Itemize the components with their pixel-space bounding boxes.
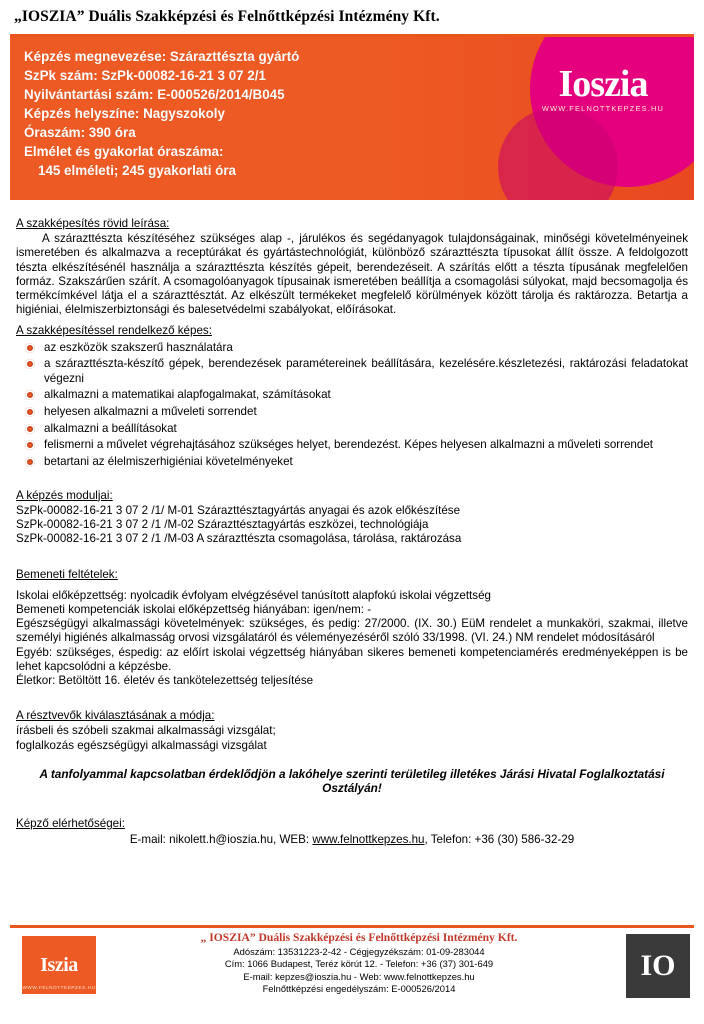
footer-logo-letter-i: I [40, 953, 48, 976]
szpk-number-line: SzPk szám: SzPk-00082-16-21 3 07 2/1 [24, 68, 266, 83]
entry-line: Iskolai előképzettség: nyolcadik évfolyam elvégzésével tanúsított alapfokú iskolai végzettség [16, 588, 491, 602]
list-item [16, 422, 688, 436]
location-line: Képzés helyszíne: Nagyszokoly [24, 106, 225, 121]
footer-logo-subtext: WWW.FELNOTTKEPZES.HU [22, 985, 96, 990]
website-link[interactable]: www.felnottkepzes.hu [312, 833, 425, 847]
contact-email-text: E-mail: nikolett.h@ioszia.hu, WEB: [129, 833, 313, 847]
contact-line [16, 833, 688, 847]
skill-text: az eszközök szakszerű használatára [44, 340, 233, 354]
bullet-ring-icon [25, 390, 35, 400]
footer-line: E-mail: kepzes@ioszia.hu - Web: www.felnottkepzes.hu [243, 970, 475, 982]
ioszia-logo [528, 65, 678, 113]
bullet-ring-icon [25, 343, 35, 353]
skills-list [16, 341, 688, 470]
footer-line: Adószám: 13531223-2-42 - Cégjegyzékszám: 01-09-283044 [233, 946, 485, 958]
footer-line: Cím: 1066 Budapest, Teréz körút 12. - Telefon: +36 (37) 301-649 [224, 958, 494, 970]
selection-label: A résztvevők kiválasztásának a módja: [16, 709, 215, 723]
bullet-ring-icon [25, 457, 35, 467]
skill-text: betartani az élelmiszerhigiéniai követelményeket [44, 455, 293, 469]
footer-logo-letter-rest: szia [47, 953, 78, 976]
list-item [16, 438, 688, 452]
description-paragraph: A szárazttészta készítéséhez szükséges alap -, járulékos és segédanyagok tulajdonságainak, minőségi követelményeinek ismeretében és alkalmazva a receptúrákat és gyártástechnológiát, különböző szárazttészta típusokat állít össze. A feldolgozott tészta elkészítésénél használja a szárazttészta készítés gépeit, berendezéseit. A szárítás előtt a tészta típusának megfelelően formáz. Szakszárűen szárít. A csomagolóanyagok típusainak ismeretében beállítja a csomagolási súlyokat, majd becsomagolja és termékcímkével látja el a szárazttésztát. Az elkészült termékeket megfelelő körülmények között tárolja és raktározza. Betartja a higiéniai, élelmiszerbiztonsági és balesetvédelmi szabályokat, előírásokat. [16, 232, 688, 317]
footer-logo [22, 936, 96, 994]
theory-practice-label: Elmélet és gyakorlat óraszáma: [24, 144, 224, 159]
list-item [16, 357, 688, 385]
selection-line: foglalkozás egészségügyi alkalmassági vizsgálat [16, 738, 267, 752]
document-footer [0, 928, 704, 1024]
bullet-ring-icon [25, 407, 35, 417]
logo-subtext: WWW.FELNOTTKEPZES.HU [541, 104, 665, 113]
list-item [16, 341, 688, 355]
hours-line: Óraszám: 390 óra [24, 125, 136, 140]
entry-line: Bemeneti kompetenciák iskolai előképzettség hiányában: igen/nem: - [16, 602, 372, 616]
bullet-ring-icon [25, 440, 35, 450]
registration-number-line: Nyilvántartási szám: E-000526/2014/B045 [24, 87, 285, 102]
contact-label: Képző elérhetőségei: [16, 816, 125, 830]
footer-title: „ IOSZIA” Duális Szakképzési és Felnőttképzési Intézmény Kft. [200, 931, 518, 944]
footer-company-info [104, 932, 614, 995]
entry-line: Egészségügyi alkalmassági követelmények: szükséges, és pedig: 27/2000. (IX. 30.) EüM rendelet a munkaköri, szakmai, illetve személyi higiénés alkalmasság orvosi vizsgálatáról és véleményezéséről szóló 33/1998. (VI. 24.) NM rendelet módosításáról [16, 617, 688, 645]
module-line: SzPk-00082-16-21 3 07 2 /1 /M-03 A szárazttészta csomagolása, tárolása, raktározása [16, 532, 462, 546]
document-header [0, 0, 704, 30]
document-body [0, 200, 704, 847]
module-line: SzPk-00082-16-21 3 07 2 /1/ M-01 Szárazttésztagyártás anyagai és azok előkészítése [16, 503, 461, 517]
theory-practice-hours: 145 elméleti; 245 gyakorlati óra [38, 163, 236, 178]
spacer [16, 796, 688, 810]
bullet-ring-icon [25, 424, 35, 434]
skill-text: felismerni a művelet végrehajtásához szükséges helyet, berendezést. Képes helyesen alkalmazni a műveleti sorrendet [44, 438, 654, 452]
list-item [16, 405, 688, 419]
spacer [16, 753, 688, 767]
modules-label: A képzés moduljai: [16, 488, 113, 502]
entry-line: Egyéb: szükséges, éspedig: az előírt iskolai végzettség hiányában sikeres bemeneti kompetenciamérés eredményeképpen is be lehet kapcsolódni a képzésbe. [16, 645, 688, 673]
footer-line: Felnőttképzési engedélyszám: E-000526/2014 [262, 982, 456, 994]
description-label: A szakképesítés rövid leírása: [16, 217, 170, 230]
entry-requirements-label: Bemeneti feltételek: [16, 567, 118, 581]
contact-phone-text: , Telefon: +36 (30) 586-32-29 [424, 833, 575, 847]
entry-line: Életkor: Betöltött 16. életév és tankötelezettség teljesítése [16, 673, 314, 687]
io-mark-icon: IO [626, 934, 690, 998]
course-name-line: Képzés megnevezése: Szárazttészta gyártó [24, 49, 300, 64]
list-item [16, 455, 688, 469]
list-item [16, 388, 688, 402]
logo-letter-rest: oszia [572, 63, 648, 105]
notice-text: A tanfolyammal kapcsolatban érdeklődjön a lakóhelye szerinti területileg illetékes Járási Hivatal Foglalkoztatási Osztályán! [39, 766, 665, 796]
selection-line: írásbeli és szóbeli szakmai alkalmassági vizsgálat; [16, 724, 276, 738]
logo-wordmark [528, 65, 678, 103]
spacer [16, 472, 688, 482]
skills-label: A szakképesítéssel rendelkező képes: [16, 324, 212, 338]
skill-text: helyesen alkalmazni a műveleti sorrendet [44, 404, 257, 418]
skill-text: a szárazttészta-készítő gépek, berendezések paramétereinek beállítására, kezelésére.készletezési, raktározási feladatokat végezni [44, 357, 688, 385]
module-line: SzPk-00082-16-21 3 07 2 /1 /M-02 Szárazttésztagyártás eszközei, technológiája [16, 518, 429, 532]
bullet-ring-icon [25, 359, 35, 369]
company-title: „IOSZIA” Duális Szakképzési és Felnőttképzési Intézmény Kft. [14, 8, 440, 25]
skill-text: alkalmazni a matematikai alapfogalmakat, számításokat [44, 388, 331, 402]
skill-text: alkalmazni a beállításokat [44, 421, 177, 435]
course-summary-band [10, 37, 694, 200]
spacer [16, 547, 688, 561]
spacer [16, 688, 688, 702]
logo-letter-i: I [558, 63, 573, 105]
